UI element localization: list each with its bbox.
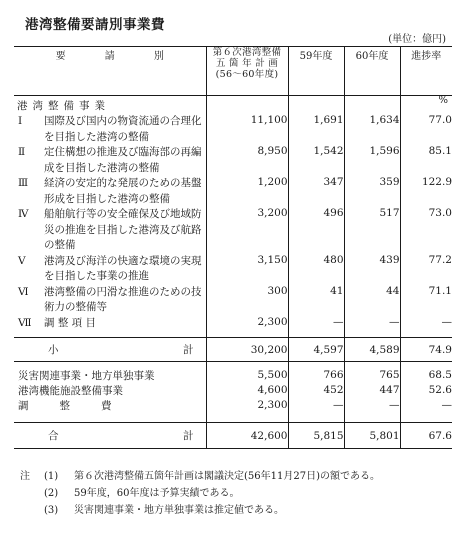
table-row: Ⅵ 港湾整備の円滑な推進のための技術力の整備等 300 41 44 71.1: [14, 285, 452, 316]
header-fy59: 59年度: [288, 47, 344, 96]
header-fy60: 60年度: [344, 47, 400, 96]
table-row: 調 整 費 2,300 — — —: [14, 399, 452, 423]
header-progress: 進捗率: [400, 47, 452, 96]
header-category: 要 請 別: [14, 47, 206, 96]
header-row: [14, 47, 452, 96]
subtotal-row: 小 計 30,200 4,597 4,589 74.9: [14, 338, 452, 362]
table-row: 港湾機能施設整備事業 4,600 452 447 52.6: [18, 384, 452, 397]
unit-label: (単位：億円): [388, 34, 446, 45]
footnote-item: (2) 59年度，60年度は予算実績である。: [44, 488, 240, 499]
total-row: 合 計 42,600 5,815 5,801 67.6: [14, 423, 452, 449]
section-row: [14, 96, 452, 115]
budget-table: [14, 46, 452, 449]
percent-sign: %: [438, 95, 448, 106]
header-plan: 第６次港湾整備 五 箇 年 計 画 (56～60年度): [206, 47, 288, 96]
footnotes: [20, 468, 380, 519]
table-row: Ⅱ 定住構想の推進及び臨海部の再編成を目指した港湾の整備 8,950 1,542 1,596 85.1: [14, 145, 452, 176]
table-row: Ⅲ 経済の安定的な発展のための基盤形成を目指した港湾の整備 1,200 347 359 122.9: [14, 176, 452, 207]
section-title: 港湾整備事業: [17, 100, 110, 112]
table-row: Ⅴ 港湾及び海洋の快適な環境の実現を目指した事業の推進 3,150 480 439 77.2: [14, 254, 452, 285]
table-title: 港湾整備要請別事業費: [25, 17, 165, 33]
table-row: Ⅰ 国際及び国内の物資流通の合理化を目指した港湾の整備 11,100 1,691 1,634 77.0: [14, 114, 452, 145]
footnote-item: 注 (1) 第６次港湾整備五箇年計画は閣議決定(56年11月27日)の額である。: [20, 471, 380, 482]
table-row: 災害関連事業・地方単独事業 5,500 766 765 68.5: [14, 362, 452, 385]
table-row: Ⅳ 船舶航行等の安全確保及び地域防災の推進を目指した港湾及び航路の整備 3,200 496 517 73.0: [14, 207, 452, 254]
footnote-item: (3) 災害関連事業・地方単独事業は推定値である。: [44, 505, 284, 516]
table-row: Ⅶ 調 整 項 目 2,300 — — —: [14, 316, 452, 338]
